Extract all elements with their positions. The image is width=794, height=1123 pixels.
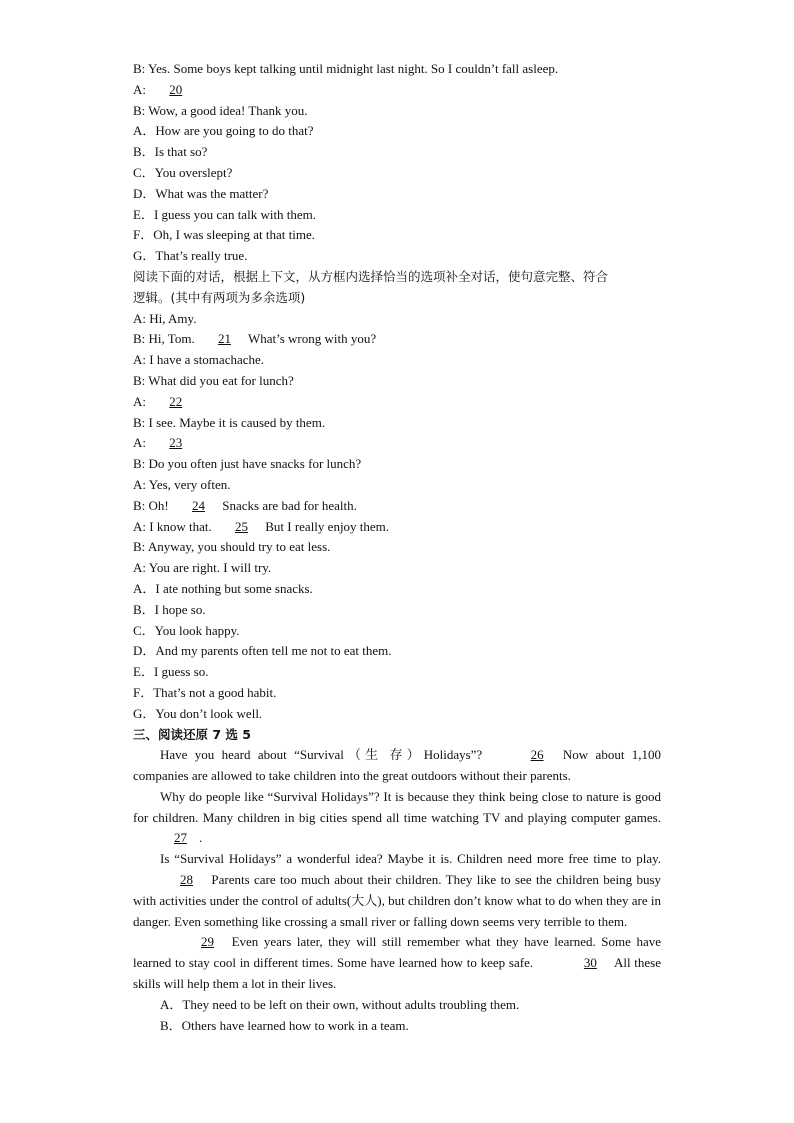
passage-text: Is “Survival Holidays” a wonderful idea? Maybe it is. Children need more free time to play. [160,851,661,867]
dialog2-line-5 [133,392,661,413]
dialog2-option-b: B．I hope so. [133,601,206,617]
speaker-label: A: [133,435,146,451]
dialog1-option-a: A．How are you going to do that? [133,123,314,139]
blank-23[interactable]: 23 [169,435,183,451]
dialog2-option-g: G．You don’t look well. [133,705,263,721]
blank-27[interactable]: 27 [174,830,187,846]
dialog2-line-1: A: Hi, Amy. [133,310,197,326]
dialog2-option-a: A．I ate nothing but some snacks. [133,580,313,596]
worksheet-page [133,59,661,1036]
blank-29[interactable]: 29 [201,934,214,950]
dialog2-line-4: B: What did you eat for lunch? [133,372,294,388]
dialog1-line-b-reply: B: Wow, a good idea! Thank you. [133,102,308,118]
blank-28[interactable]: 28 [180,872,193,888]
dialog2-option-e: E．I guess so. [133,664,209,680]
dialog2-option-d: D．And my parents often tell me not to eat them. [133,643,392,659]
dialog1-option-b: B．Is that so? [133,144,208,160]
dialog1-line-a-blank [133,80,661,101]
passage-p2: Why do people like “Survival Holidays”? It is because they think being close to nature is good for children. Many children in big cities spend all time watching TV and playing computer games. 27 . [133,787,661,849]
dialog2-instruction-line2: 逻辑。(其中有两项为多余选项) [133,289,306,305]
passage-text: Now about 1,100 [562,747,662,763]
blank-20[interactable]: 20 [169,81,183,97]
dialog1-line-b: B: Yes. Some boys kept talking until midnight last night. So I couldn’t fall asleep. [133,61,559,76]
passage-text: Why do people like “Survival Holidays”? It is because they think being close to nature is good for children. Many children in big cities spend all time watching TV and playing computer games. [133,788,661,825]
line-text: Snacks are bad for health. [222,497,357,513]
dialog2-line-13: A: You are right. I will try. [133,560,272,576]
blank-26[interactable]: 26 [530,747,544,763]
passage-p1-line2: companies are allowed to take children into the great outdoors without their parents. [133,768,571,784]
speaker-label: A: [133,81,146,97]
dialog2-line-10 [133,496,661,517]
dialog1-option-c: C．You overslept? [133,164,233,180]
passage-p1-line1 [133,745,661,766]
passage-p4 [133,932,661,994]
dialog2-option-c: C．You look happy. [133,622,240,638]
dialog1-option-g: G．That’s really true. [133,248,248,264]
dialog2-line-8: B: Do you often just have snacks for lunch? [133,456,362,472]
line-text: What’s wrong with you? [247,331,377,347]
passage-text: Have you heard about “Survival（生 存）Holidays”? [160,747,483,763]
line-text: B: Hi, Tom. [133,331,195,347]
section3-option-b: B．Others have learned how to work in a team. [160,1017,409,1033]
dialog2-option-f: F．That’s not a good habit. [133,684,277,700]
dialog1-option-f: F．Oh, I was sleeping at that time. [133,227,315,243]
dialog1-option-d: D．What was the matter? [133,185,269,201]
passage-text: Even years later, they will still remember what they have learned. Some have learned to stay cool in different times. Some have learned how to keep safe. [133,934,661,971]
dialog2-instruction-line1: 阅读下面的对话，根据上下文，从方框内选择恰当的选项补全对话，使句意完整、符合 [133,268,609,284]
blank-25[interactable]: 25 [234,518,248,534]
passage-text: Parents care too much about their children. They like to see the children being busy with activities under the control of adults(大人), but children don’t know what to do when they are in danger. Even something like crossing a small river or falling down seems very terrible to them. [133,872,662,929]
line-text: B: Oh! [133,497,169,513]
blank-30[interactable]: 30 [583,955,597,971]
dialog2-line-3: A: I have a stomachache. [133,352,265,368]
line-text: But I really enjoy them. [265,518,390,534]
dialog2-line-7 [133,433,661,454]
dialog2-line-9: A: Yes, very often. [133,476,231,492]
dialog2-line-12: B: Anyway, you should try to eat less. [133,539,331,555]
section3-heading: 三、阅读还原 7 选 5 [133,726,251,742]
dialog2-line-2 [133,329,661,350]
blank-21[interactable]: 21 [217,331,231,347]
speaker-label: A: [133,393,146,409]
passage-text: All these skills will help them a lot in their lives. [133,955,662,992]
blank-22[interactable]: 22 [169,393,183,409]
dialog1-option-e: E．I guess you can talk with them. [133,206,317,222]
passage-p3 [133,849,661,932]
dialog2-line-11 [133,517,661,538]
section3-option-a: A．They need to be left on their own, without adults troubling them. [160,996,520,1012]
line-text: A: I know that. [133,518,212,534]
dialog2-line-6: B: I see. Maybe it is caused by them. [133,414,326,430]
blank-24[interactable]: 24 [192,497,205,513]
